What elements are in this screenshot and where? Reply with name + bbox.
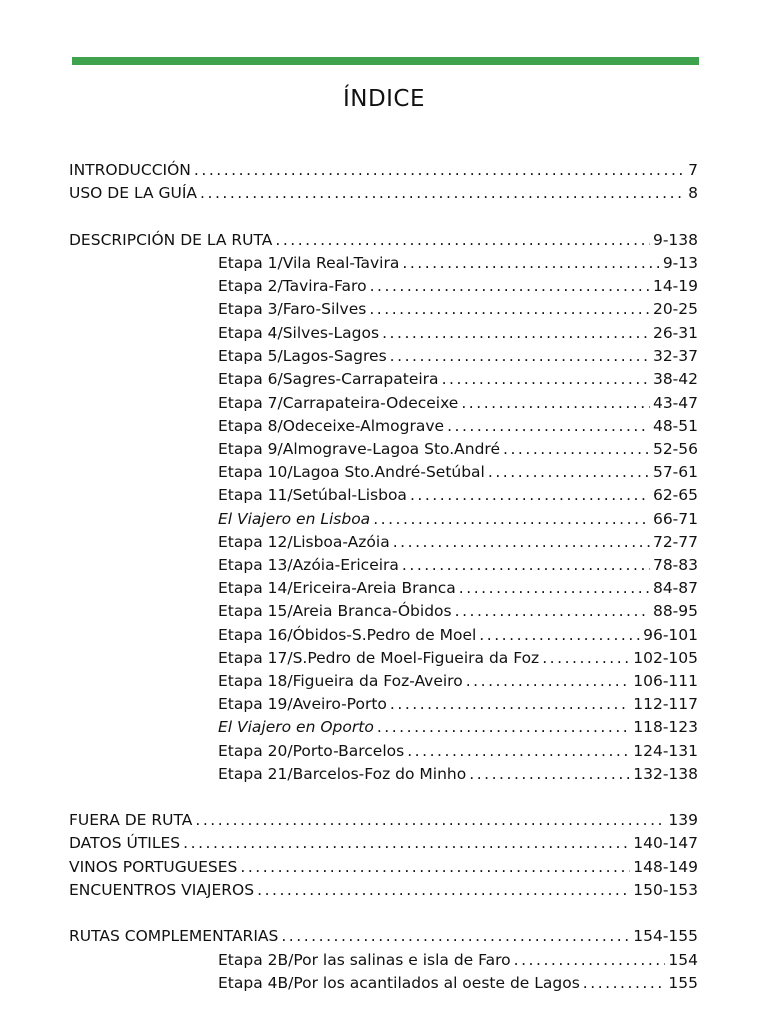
toc-entry-page: 140-147 — [633, 834, 698, 852]
dot-leader — [503, 438, 650, 461]
toc-entry[interactable] — [69, 229, 698, 252]
dot-leader — [194, 159, 685, 182]
toc-entry-label: Etapa 4/Silves-Lagos — [218, 324, 380, 342]
toc-entry[interactable] — [218, 484, 698, 507]
toc-entry-label: Etapa 21/Barcelos-Foz do Minho — [218, 765, 467, 783]
dot-leader — [442, 368, 650, 391]
toc-entry-page: 48-51 — [652, 417, 698, 435]
dot-leader — [583, 972, 666, 995]
toc-entry-label: ENCUENTROS VIAJEROS — [69, 881, 255, 899]
toc-entry-page: 84-87 — [652, 579, 698, 597]
toc-entry[interactable] — [218, 252, 698, 275]
toc-entry-page: 124-131 — [633, 742, 698, 760]
toc-entry[interactable] — [218, 577, 698, 600]
toc-entry[interactable] — [218, 322, 698, 345]
toc-entry-label: VINOS PORTUGUESES — [69, 858, 238, 876]
page-title: ÍNDICE — [342, 86, 426, 112]
toc-entry-label: Etapa 14/Ericeira-Areia Branca — [218, 579, 456, 597]
toc-entry[interactable] — [69, 879, 698, 902]
toc-entry[interactable] — [218, 368, 698, 391]
toc-entry[interactable] — [69, 832, 698, 855]
dot-leader — [200, 182, 685, 205]
toc-entry-page: 154 — [668, 951, 698, 969]
toc-entry[interactable] — [69, 925, 698, 948]
toc-entry-label: Etapa 11/Setúbal-Lisboa — [218, 486, 407, 504]
toc-entry[interactable] — [218, 624, 698, 647]
toc-entry-page: 32-37 — [652, 347, 698, 365]
dot-leader — [469, 763, 630, 786]
dot-leader — [447, 415, 650, 438]
toc-entry-label: FUERA DE RUTA — [69, 811, 193, 829]
toc-entry[interactable] — [218, 438, 698, 461]
toc-entry-label: USO DE LA GUÍA — [69, 184, 198, 202]
dot-leader — [382, 322, 650, 345]
dot-leader — [240, 856, 630, 879]
toc-entry-label: Etapa 7/Carrapateira-Odeceixe — [218, 394, 459, 412]
toc-entry-page: 150-153 — [633, 881, 698, 899]
toc-entry[interactable] — [218, 949, 698, 972]
toc-entry-page: 9-13 — [662, 254, 698, 272]
toc-entry-label: Etapa 1/Vila Real-Tavira — [218, 254, 400, 272]
toc-entry-label: DATOS ÚTILES — [69, 834, 181, 852]
dot-leader — [488, 461, 650, 484]
toc-entry-page: 9-138 — [652, 231, 698, 249]
toc-entry-label: Etapa 2B/Por las salinas e isla de Faro — [218, 951, 511, 969]
toc-entry[interactable] — [218, 508, 698, 531]
toc-entry[interactable] — [69, 856, 698, 879]
toc-entry-label: Etapa 16/Óbidos-S.Pedro de Moel — [218, 626, 477, 644]
toc-entry-page: 88-95 — [652, 602, 698, 620]
dot-leader — [410, 484, 650, 507]
toc-entry[interactable] — [218, 415, 698, 438]
dot-leader — [370, 275, 650, 298]
toc-entry-page: 66-71 — [652, 510, 698, 528]
toc-entry[interactable] — [218, 716, 698, 739]
toc-entry-page: 118-123 — [633, 718, 698, 736]
toc-entry-page: 155 — [668, 974, 698, 992]
toc-entry[interactable] — [218, 600, 698, 623]
toc-entry-label: INTRODUCCIÓN — [69, 161, 191, 179]
toc-entry-page: 20-25 — [652, 300, 698, 318]
toc-entry-label: Etapa 6/Sagres-Carrapateira — [218, 370, 439, 388]
toc-entry-label: Etapa 9/Almograve-Lagoa Sto.André — [218, 440, 500, 458]
dot-leader — [393, 531, 650, 554]
toc-entry-page: 43-47 — [652, 394, 698, 412]
toc-entry-label: RUTAS COMPLEMENTARIAS — [69, 927, 279, 945]
toc-entry-page: 14-19 — [652, 277, 698, 295]
toc-entry-page: 38-42 — [652, 370, 698, 388]
toc-entry[interactable] — [218, 392, 698, 415]
dot-leader — [407, 740, 630, 763]
toc-entry[interactable] — [218, 275, 698, 298]
dot-leader — [275, 229, 650, 252]
dot-leader — [461, 392, 650, 415]
toc-entry-page: 102-105 — [633, 649, 698, 667]
toc-entry-page: 139 — [668, 811, 698, 829]
toc-entry-label: Etapa 20/Porto-Barcelos — [218, 742, 405, 760]
toc-entry-label: Etapa 12/Lisboa-Azóia — [218, 533, 390, 551]
toc-entry[interactable] — [218, 670, 698, 693]
toc-entry-label: El Viajero en Lisboa — [218, 510, 371, 528]
toc-entry-label: Etapa 19/Aveiro-Porto — [218, 695, 387, 713]
toc-entry[interactable] — [69, 182, 698, 205]
toc-entry[interactable] — [69, 809, 698, 832]
toc-entry-page: 148-149 — [633, 858, 698, 876]
toc-entry[interactable] — [218, 461, 698, 484]
toc-entry-label: Etapa 10/Lagoa Sto.André-Setúbal — [218, 463, 485, 481]
dot-leader — [390, 693, 630, 716]
dot-leader — [257, 879, 630, 902]
toc-entry[interactable] — [218, 740, 698, 763]
toc-entry-page: 62-65 — [652, 486, 698, 504]
toc-entry[interactable] — [218, 647, 698, 670]
dot-leader — [466, 670, 631, 693]
toc-entry[interactable] — [218, 531, 698, 554]
dot-leader — [402, 554, 650, 577]
dot-leader — [455, 600, 650, 623]
dot-leader — [377, 716, 630, 739]
toc-entry-label: Etapa 4B/Por los acantilados al oeste de Lagos — [218, 974, 580, 992]
toc-entry-label: Etapa 13/Azóia-Ericeira — [218, 556, 399, 574]
toc-entry[interactable] — [218, 763, 698, 786]
toc-entry[interactable] — [218, 298, 698, 321]
dot-leader — [479, 624, 640, 647]
dot-leader — [459, 577, 650, 600]
toc-entry-page: 112-117 — [633, 695, 698, 713]
toc-entry-page: 96-101 — [643, 626, 698, 644]
toc-entry-page: 26-31 — [652, 324, 698, 342]
dot-leader — [281, 925, 630, 948]
toc-entry-label: Etapa 18/Figueira da Foz-Aveiro — [218, 672, 463, 690]
toc-entry-label: Etapa 2/Tavira-Faro — [218, 277, 367, 295]
toc-entry-label: DESCRIPCIÓN DE LA RUTA — [69, 231, 273, 249]
toc-entry-page: 7 — [688, 161, 698, 179]
dot-leader — [402, 252, 659, 275]
toc-entry-page: 154-155 — [633, 927, 698, 945]
toc-entry-page: 106-111 — [633, 672, 698, 690]
toc-entry[interactable] — [218, 345, 698, 368]
toc-entry-page: 78-83 — [652, 556, 698, 574]
dot-leader — [183, 832, 630, 855]
dot-leader — [514, 949, 666, 972]
toc-entry-page: 52-56 — [652, 440, 698, 458]
toc-entry-label: Etapa 5/Lagos-Sagres — [218, 347, 387, 365]
toc-entry-label: Etapa 17/S.Pedro de Moel-Figueira da Foz — [218, 649, 540, 667]
toc-entry-label: Etapa 3/Faro-Silves — [218, 300, 367, 318]
toc-entry-page: 72-77 — [652, 533, 698, 551]
toc-entry[interactable] — [218, 972, 698, 995]
toc-entry[interactable] — [218, 554, 698, 577]
dot-leader — [390, 345, 650, 368]
toc-entry-page: 132-138 — [633, 765, 698, 783]
dot-leader — [369, 298, 650, 321]
toc-entry-label: Etapa 15/Areia Branca-Óbidos — [218, 602, 452, 620]
toc-entry[interactable] — [218, 693, 698, 716]
toc-entry-page: 57-61 — [652, 463, 698, 481]
toc-entry-page: 8 — [688, 184, 698, 202]
dot-leader — [373, 508, 650, 531]
dot-leader — [195, 809, 665, 832]
toc-entry-label: Etapa 8/Odeceixe-Almograve — [218, 417, 445, 435]
toc-entry-label: El Viajero en Oporto — [218, 718, 374, 736]
toc-entry[interactable] — [69, 159, 698, 182]
dot-leader — [542, 647, 630, 670]
